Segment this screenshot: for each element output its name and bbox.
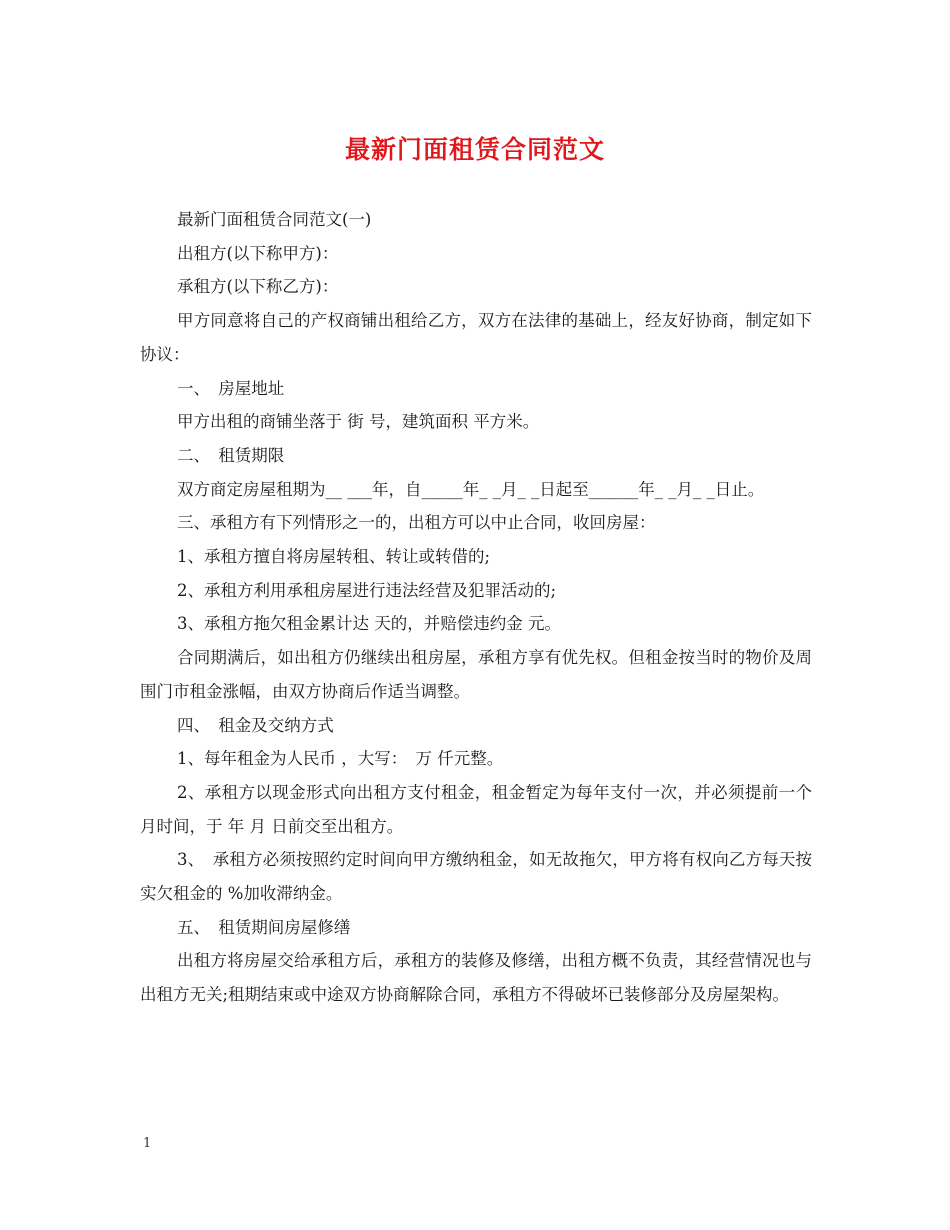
list-item: 2、承租方以现金形式向出租方支付租金，租金暂定为每年支付一次，并必须提前一个月时间，于 年 月 日前交至出租方。 — [140, 782, 812, 836]
paragraph-intro: 甲方同意将自己的产权商铺出租给乙方，双方在法律的基础上，经友好协商，制定如下协议： — [140, 311, 812, 364]
list-item: 3、承租方拖欠租金累计达 天的，并赔偿违约金 元。 — [177, 614, 561, 634]
paragraph-repair: 出租方将房屋交给承租方后，承租方的装修及修缮，出租方概不负责，其经营情况也与出租方无关;租期结束或中途双方协商解除合同，承租方不得破坏已装修部分及房屋架构。 — [140, 951, 812, 1005]
section-heading-termination: 三、承租方有下列情形之一的，出租方可以中止合同，收回房屋： — [177, 513, 656, 533]
list-item: 1、承租方擅自将房屋转租、转让或转借的; — [177, 547, 491, 567]
paragraph-lessee: 承租方(以下称乙方)： — [177, 277, 339, 297]
paragraph-renewal: 合同期满后，如出租方仍继续出租房屋，承租方享有优先权。但租金按当时的物价及周围门市租金涨幅，由双方协商后作适当调整。 — [140, 648, 812, 701]
paragraph-address: 甲方出租的商铺坐落于 街 号，建筑面积 平方米。 — [177, 412, 540, 432]
list-item: 2、承租方利用承租房屋进行违法经营及犯罪活动的; — [177, 580, 557, 600]
page-number: 1 — [143, 1136, 152, 1151]
section-heading-rent: 四、 租金及交纳方式 — [177, 715, 334, 735]
section-heading-repair: 五、 租赁期间房屋修缮 — [177, 917, 351, 937]
paragraph-term: 双方商定房屋租期为__ ___年，自_____年_ _月_ _日起至______年_ _月_ _日止。 — [177, 479, 765, 499]
paragraph-heading: 最新门面租赁合同范文(一) — [177, 210, 372, 229]
document-body — [140, 203, 812, 1012]
list-item: 3、 承租方必须按照约定时间向甲方缴纳租金，如无故拖欠，甲方将有权向乙方每天按实欠租金的 %加收滞纳金。 — [140, 850, 812, 904]
document-title: 最新门面租赁合同范文 — [344, 135, 605, 164]
list-item: 1、每年租金为人民币 ，大写： 万 仟元整。 — [177, 749, 504, 769]
section-heading-address: 一、 房屋地址 — [177, 378, 285, 398]
paragraph-lessor: 出租方(以下称甲方)： — [177, 243, 339, 263]
section-heading-term: 二、 租赁期限 — [177, 445, 285, 465]
